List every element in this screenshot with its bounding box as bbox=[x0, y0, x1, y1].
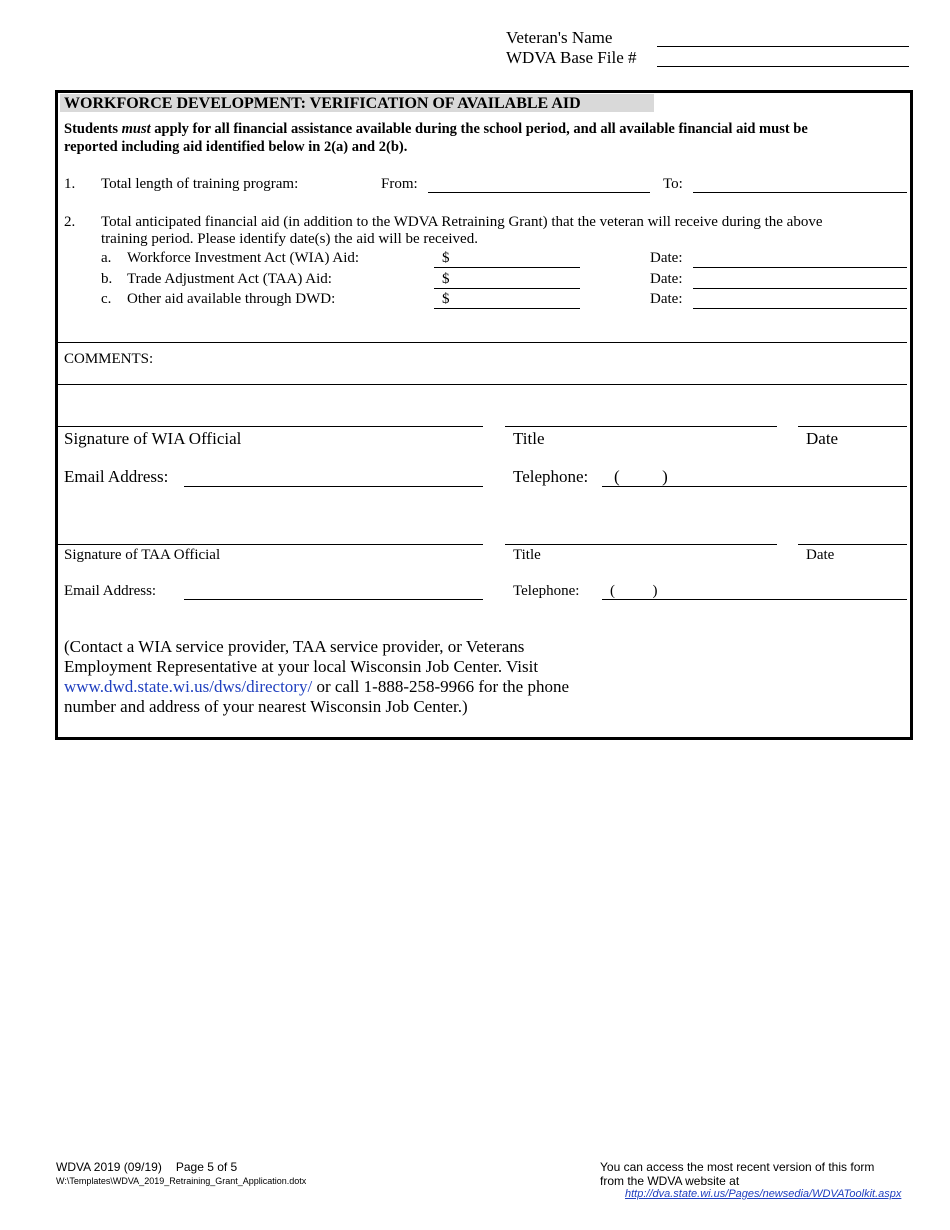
veteran-name-field[interactable] bbox=[657, 46, 909, 47]
base-file-label: WDVA Base File # bbox=[506, 48, 637, 67]
row-a-letter: a. bbox=[101, 250, 112, 266]
base-file-field[interactable] bbox=[657, 66, 909, 67]
footer-access-line2: from the WDVA website at bbox=[600, 1174, 740, 1188]
other-date-field[interactable] bbox=[693, 308, 907, 309]
wia-title-label: Title bbox=[513, 429, 545, 448]
other-aid-field[interactable] bbox=[434, 308, 580, 309]
item2-number: 2. bbox=[64, 214, 76, 230]
wia-aid-field[interactable] bbox=[434, 267, 580, 268]
wia-email-label: Email Address: bbox=[64, 467, 169, 486]
row-c-currency: $ bbox=[442, 291, 450, 307]
veteran-name-label: Veteran's Name bbox=[506, 28, 613, 47]
to-label: To: bbox=[663, 176, 683, 192]
page-number: Page 5 of 5 bbox=[175, 1160, 238, 1174]
taa-date-line[interactable] bbox=[798, 544, 907, 545]
from-label: From: bbox=[381, 176, 418, 192]
row-c-letter: c. bbox=[101, 291, 112, 307]
item1-number: 1. bbox=[64, 176, 76, 192]
wia-phone-field[interactable] bbox=[602, 486, 907, 487]
wia-signature-line[interactable] bbox=[58, 426, 483, 427]
directory-link[interactable]: www.dwd.state.wi.us/dws/directory/ bbox=[64, 677, 313, 696]
wia-phone-area: ( ) bbox=[614, 467, 668, 486]
wia-date-label: Date bbox=[806, 429, 839, 448]
row-b-currency: $ bbox=[442, 271, 450, 287]
taa-email-field[interactable] bbox=[184, 599, 483, 600]
comments-label: COMMENTS: bbox=[64, 351, 154, 367]
row-c-date-label: Date: bbox=[650, 291, 683, 307]
taa-signature-line[interactable] bbox=[58, 544, 483, 545]
wia-date-field[interactable] bbox=[693, 267, 907, 268]
taa-phone-field[interactable] bbox=[602, 599, 907, 600]
wia-date-line[interactable] bbox=[798, 426, 907, 427]
row-b-date-label: Date: bbox=[650, 271, 683, 287]
row-a-date-label: Date: bbox=[650, 250, 683, 266]
wia-signature-label: Signature of WIA Official bbox=[64, 429, 242, 448]
taa-signature-label: Signature of TAA Official bbox=[64, 547, 221, 563]
contact-text: (Contact a WIA service provider, TAA service provider, or Veterans Employment Representative at your local Wisconsin Job Center. Visit www.dwd.state.wi.us/dws/directory/ or call 1-888-258-9966 for the phone number and address of your nearest Wisconsin Job Center.) bbox=[64, 637, 570, 716]
from-field[interactable] bbox=[428, 192, 650, 193]
row-a-label: Workforce Investment Act (WIA) Aid: bbox=[127, 250, 360, 266]
wdva-toolkit-link[interactable]: http://dva.state.wi.us/Pages/newsedia/WDVAToolkit.aspx bbox=[625, 1188, 902, 1200]
item1-label: Total length of training program: bbox=[101, 176, 299, 192]
footer-form-id: WDVA 2019 (09/19) Page 5 of 5 bbox=[56, 1160, 238, 1174]
footer-access-line1: You can access the most recent version of this form bbox=[600, 1160, 875, 1174]
divider bbox=[58, 342, 907, 343]
taa-telephone-label: Telephone: bbox=[513, 583, 580, 599]
comments-field[interactable] bbox=[60, 386, 905, 422]
row-a-currency: $ bbox=[442, 250, 450, 266]
row-c-label: Other aid available through DWD: bbox=[127, 291, 336, 307]
wia-title-line[interactable] bbox=[505, 426, 777, 427]
divider bbox=[58, 384, 907, 385]
taa-aid-field[interactable] bbox=[434, 288, 580, 289]
wia-email-field[interactable] bbox=[184, 486, 483, 487]
taa-date-field[interactable] bbox=[693, 288, 907, 289]
wia-telephone-label: Telephone: bbox=[513, 467, 589, 486]
row-b-letter: b. bbox=[101, 271, 113, 287]
taa-phone-area: ( ) bbox=[610, 583, 658, 599]
to-field[interactable] bbox=[693, 192, 907, 193]
item2-text: Total anticipated financial aid (in addition to the WDVA Retraining Grant) that the veteran will receive during the above training period. Please identify date(s) the aid will be received. bbox=[101, 214, 823, 247]
section-title: WORKFORCE DEVELOPMENT: VERIFICATION OF AVAILABLE AID bbox=[60, 94, 654, 112]
taa-title-line[interactable] bbox=[505, 544, 777, 545]
intro-text: Students must apply for all financial assistance available during the school period, and all available financial aid must be reported including aid identified below in 2(a) and 2(b). bbox=[64, 121, 808, 155]
taa-title-label: Title bbox=[513, 547, 541, 563]
taa-email-label: Email Address: bbox=[64, 583, 157, 599]
row-b-label: Trade Adjustment Act (TAA) Aid: bbox=[127, 271, 332, 287]
footer-path: W:\Templates\WDVA_2019_Retraining_Grant_Application.dotx bbox=[56, 1176, 307, 1186]
taa-date-label: Date bbox=[806, 547, 835, 563]
